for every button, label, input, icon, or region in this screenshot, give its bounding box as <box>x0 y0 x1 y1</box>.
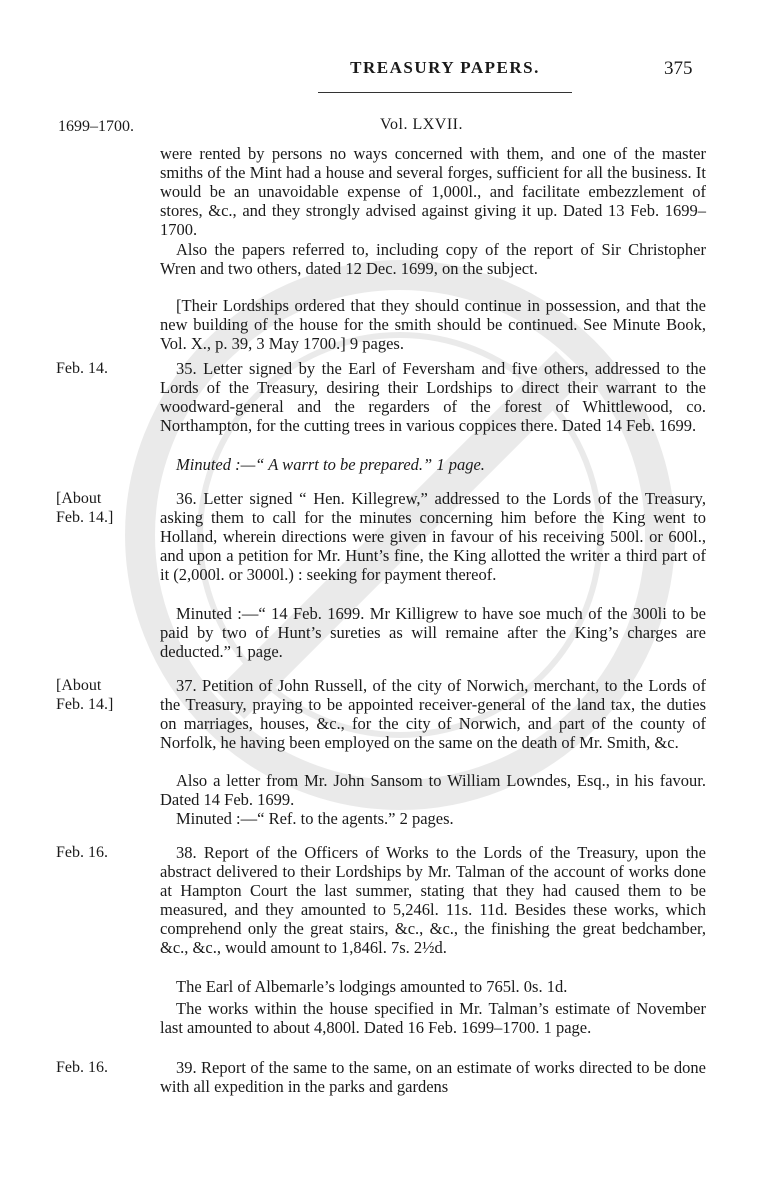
page-number: 375 <box>664 58 693 79</box>
entry-minute: Minuted :—“ 14 Feb. 1699. Mr Killigrew to have soe much of the 300li to be paid by two of Hunt’s sureties as will remaine after the King’s charges are deducted.” 1 page. <box>160 604 706 661</box>
entry-date: Feb. 16. <box>56 844 108 861</box>
entry-paragraph: 38. Report of the Officers of Works to the Lords of the Treasury, upon the abstract delivered to their Lordships by Mr. Talman of the account of works done at Hampton Court the last summer, stating that they had caused them to be measured, and they amounted to 5,246l. 11s. 11d. Besides these works, which comprehend only the great stairs, &c., &c., the finishing the great bedchamber, &c., &c., would amount to 1,846l. 7s. 2½d. <box>160 843 706 957</box>
entry-paragraph: were rented by persons no ways concerned with them, and one of the master smiths of the Mint had a house and several forges, sufficient for all the business. It would be an unavoidable expense of 1,000l., and facilitate embezzlement of stores, &c., and they strongly advised against giving it up. Dated 13 Feb. 1699–1700. <box>160 144 706 239</box>
entry-paragraph: 39. Report of the same to the same, on an estimate of works directed to be done with all expedition in the parks and gardens <box>160 1058 706 1096</box>
year-range: 1699–1700. <box>58 118 134 135</box>
entry-paragraph: 36. Letter signed “ Hen. Killegrew,” addressed to the Lords of the Treasury, asking them to call for the minutes concerning him before the King went to Holland, wherein directions were given in favour of his receiving 500l. or 600l., and upon a petition for Mr. Hunt’s fine, the King allotted the writer a third part of it (2,000l. or 3000l.) : seeking for payment thereof. <box>160 489 706 584</box>
entry-paragraph: 35. Letter signed by the Earl of Feversham and five others, addressed to the Lords of the Treasury, desiring their Lordships to direct their warrant to the woodward-general and the regarders of the forest of Whittlewood, co. Northampton, for the cutting trees in various coppices there. Dated 14 Feb. 1699. <box>160 359 706 435</box>
running-head-title: TREASURY PAPERS. <box>350 58 540 77</box>
entry-paragraph: The Earl of Albemarle’s lodgings amounted to 765l. 0s. 1d. <box>176 977 568 996</box>
entry-date: Feb. 14. <box>56 360 108 377</box>
volume-heading: Vol. LXVII. <box>380 116 463 133</box>
entry-paragraph: Also a letter from Mr. John Sansom to William Lowndes, Esq., in his favour. Dated 14 Feb. 1699. <box>160 771 706 809</box>
entry-date: [About Feb. 14.] <box>56 490 114 526</box>
entry-paragraph: [Their Lordships ordered that they should continue in possession, and that the new building of the house for the smith should be continued. See Minute Book, Vol. X., p. 39, 3 May 1700.] 9 pages. <box>160 296 706 353</box>
entry-paragraph: 37. Petition of John Russell, of the city of Norwich, merchant, to the Lords of the Treasury, praying to be appointed receiver-general of the land tax, the duties on marriages, houses, &c., for the city of Norwich, and part of the county of Norfolk, he having been employed on the same on the death of Mr. Smith, &c. <box>160 676 706 752</box>
entry-paragraph: The works within the house specified in Mr. Talman’s estimate of November last amounted to about 4,800l. Dated 16 Feb. 1699–1700. 1 page. <box>160 999 706 1037</box>
entry-minute: Minuted :—“ Ref. to the agents.” 2 pages. <box>176 809 454 828</box>
entry-minute: Minuted :—“ A warrt to be prepared.” 1 page. <box>176 455 485 474</box>
entry-paragraph: Also the papers referred to, including copy of the report of Sir Christopher Wren and two others, dated 12 Dec. 1699, on the subject. <box>160 240 706 278</box>
entry-date: [About Feb. 14.] <box>56 677 114 713</box>
entry-date: Feb. 16. <box>56 1059 108 1076</box>
header-rule <box>318 92 572 93</box>
